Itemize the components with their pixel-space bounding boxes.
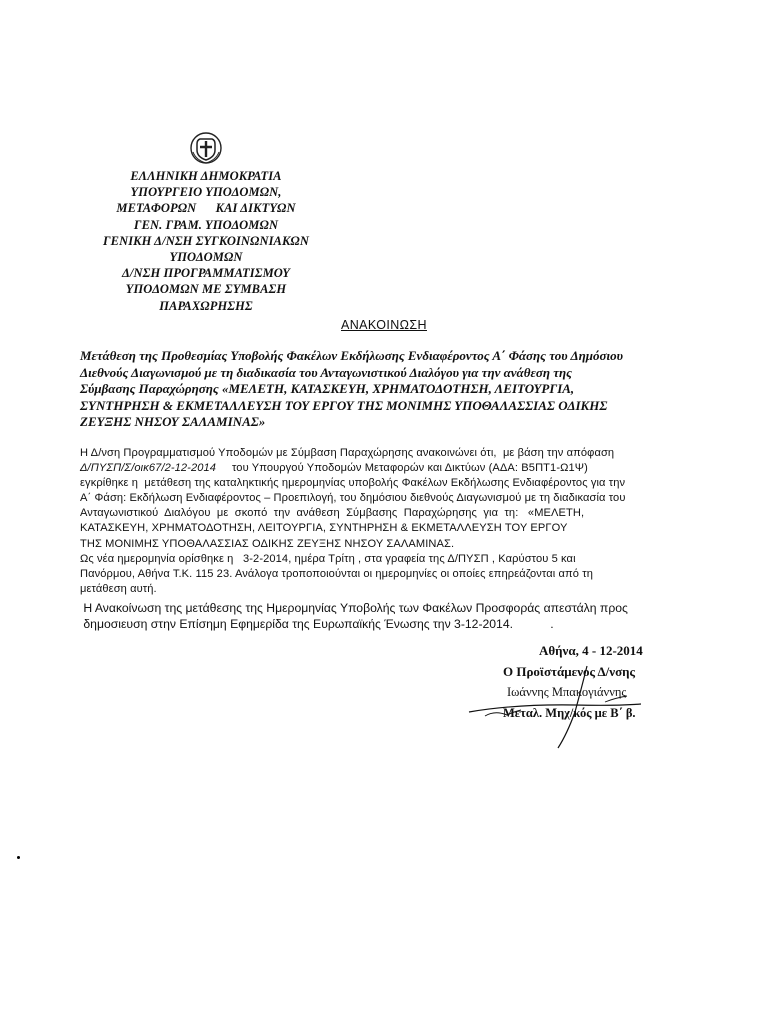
issuing-authority-header bbox=[70, 168, 342, 314]
announcement-subject bbox=[80, 348, 708, 431]
body-line: Α΄ Φάση: Εκδήλωση Ενδιαφέροντος – Προεπιλογή, του δημόσιου διεθνούς Διαγωνισμού με τη διαδικασία του bbox=[80, 492, 626, 505]
announcement-body bbox=[80, 446, 700, 597]
body-line: εγκρίθηκε η μετάθεση της καταληκτικής ημερομηνίας υποβολής Φακέλων Εκδήλωσης Ενδιαφέροντος για την bbox=[80, 477, 626, 490]
decision-reference: Δ/ΠΥΣΠ/Σ/οικ67/2-12-2014 bbox=[80, 462, 217, 475]
document-title: ΑΝΑΚΟΙΝΩΣΗ bbox=[341, 318, 427, 332]
body-line: Ως νέα ημερομηνία ορίσθηκε η 3-2-2014, ημέρα Τρίτη , στα γραφεία της Δ/ΠΥΣΠ , Καρύστου 5 και bbox=[80, 552, 576, 565]
header-line: Δ/ΝΣΗ ΠΡΟΓΡΑΜΜΑΤΙΣΜΟΥ bbox=[121, 266, 291, 281]
signatory-rank: Μεταλ. Μηχ/κός με Β΄ β. bbox=[503, 706, 636, 720]
header-line: ΠΑΡΑΧΩΡΗΣΗΣ bbox=[159, 298, 253, 313]
notice-line: δημοσιευση στην Επίσημη Εφημερίδα της Ευρωπαϊκής Ένωσης την 3-12-2014. . bbox=[80, 617, 554, 631]
body-line: Πανόρμου, Αθήνα Τ.Κ. 115 23. Ανάλογα τροποποιούνται οι ημερομηνίες οι οποίες επηρεάζονται από τη bbox=[80, 567, 593, 580]
body-line-text: του Υπουργού Υποδομών Μεταφορών και Δικτύων (ΑΔΑ: Β5ΠΤ1-Ω1Ψ) bbox=[216, 462, 588, 475]
body-line: μετάθεση αυτή. bbox=[80, 582, 157, 595]
header-line: ΜΕΤΑΦΟΡΩΝ ΚΑΙ ΔΙΚΤΥΩΝ bbox=[116, 201, 296, 216]
header-line: ΓΕΝΙΚΗ Δ/ΝΣΗ ΣΥΓΚΟΙΝΩΝΙΑΚΩΝ bbox=[102, 233, 309, 248]
body-line: ΚΑΤΑΣΚΕΥΗ, ΧΡΗΜΑΤΟΔΟΤΗΣΗ, ΛΕΙΤΟΥΡΓΙΑ, ΣΥΝΤΗΡΗΣΗ & ΕΚΜΕΤΑΛΛΕΥΣΗ ΤΟΥ ΕΡΓΟΥ bbox=[80, 522, 568, 535]
header-line: ΕΛΛΗΝΙΚΗ ΔΗΜΟΚΡΑΤΙΑ bbox=[130, 169, 282, 183]
subject-line: Διεθνούς Διαγωνισμού με τη διαδικασία του Ανταγωνιστικού Διαλόγου για την ανάθεση της bbox=[80, 364, 572, 380]
signatory-role: Ο Προϊστάμενος Δ/νσης bbox=[503, 664, 636, 679]
body-line: Ανταγωνιστικού Διαλόγου με σκοπό την ανάθεση Σύμβασης Παραχώρησης για τη: «ΜΕΛΕΤΗ, bbox=[80, 507, 585, 520]
header-line: ΥΠΟΔΟΜΩΝ ΜΕ ΣΥΜΒΑΣΗ bbox=[125, 282, 287, 297]
body-line: Η Δ/νση Προγραμματισμού Υποδομών με Σύμβαση Παραχώρησης ανακοινώνει ότι, με βάση την απόφαση bbox=[80, 447, 615, 459]
handwritten-signature bbox=[455, 660, 655, 750]
body-line bbox=[80, 461, 700, 476]
scan-speck bbox=[17, 856, 20, 859]
subject-line: Σύμβασης Παραχώρησης «ΜΕΛΕΤΗ, ΚΑΤΑΣΚΕΥΗ, ΧΡΗΜΑΤΟΔΟΤΗΣΗ, ΛΕΙΤΟΥΡΓΙΑ, bbox=[80, 381, 575, 397]
publication-notice bbox=[80, 600, 700, 632]
greek-coat-of-arms-icon bbox=[188, 130, 224, 166]
body-line: ΤΗΣ ΜΟΝΙΜΗΣ ΥΠΟΘΑΛΑΣΣΙΑΣ ΟΔΙΚΗΣ ΖΕΥΞΗΣ ΝΗΣΟΥ ΣΑΛΑΜΙΝΑΣ. bbox=[80, 537, 455, 550]
header-line: ΓΕΝ. ΓΡΑΜ. ΥΠΟΔΟΜΩΝ bbox=[133, 217, 279, 232]
subject-line: Μετάθεση της Προθεσμίας Υποβολής Φακέλων Εκδήλωσης Ενδιαφέροντος Α΄ Φάσης του Δημόσιου bbox=[80, 348, 623, 363]
signatory-name: Ιωάννης Μπακογιάννης bbox=[507, 685, 627, 699]
signature-date: Αθήνα, 4 - 12-2014 bbox=[539, 643, 643, 658]
header-line: ΥΠΟΔΟΜΩΝ bbox=[169, 250, 243, 265]
subject-line: ΣΥΝΤΗΡΗΣΗ & ΕΚΜΕΤΑΛΛΕΥΣΗ ΤΟΥ ΕΡΓΟΥ ΤΗΣ ΜΟΝΙΜΗΣ ΥΠΟΘΑΛΑΣΣΙΑΣ ΟΔΙΚΗΣ bbox=[80, 397, 608, 413]
header-line: ΥΠΟΥΡΓΕΙΟ ΥΠΟΔΟΜΩΝ, bbox=[130, 185, 282, 200]
notice-line: Η Ανακοίνωση της μετάθεσης της Ημερομηνίας Υποβολής των Φακέλων Προσφοράς απεστάλη προς bbox=[80, 601, 628, 615]
subject-line: ΖΕΥΞΗΣ ΝΗΣΟΥ ΣΑΛΑΜΙΝΑΣ» bbox=[80, 414, 266, 430]
